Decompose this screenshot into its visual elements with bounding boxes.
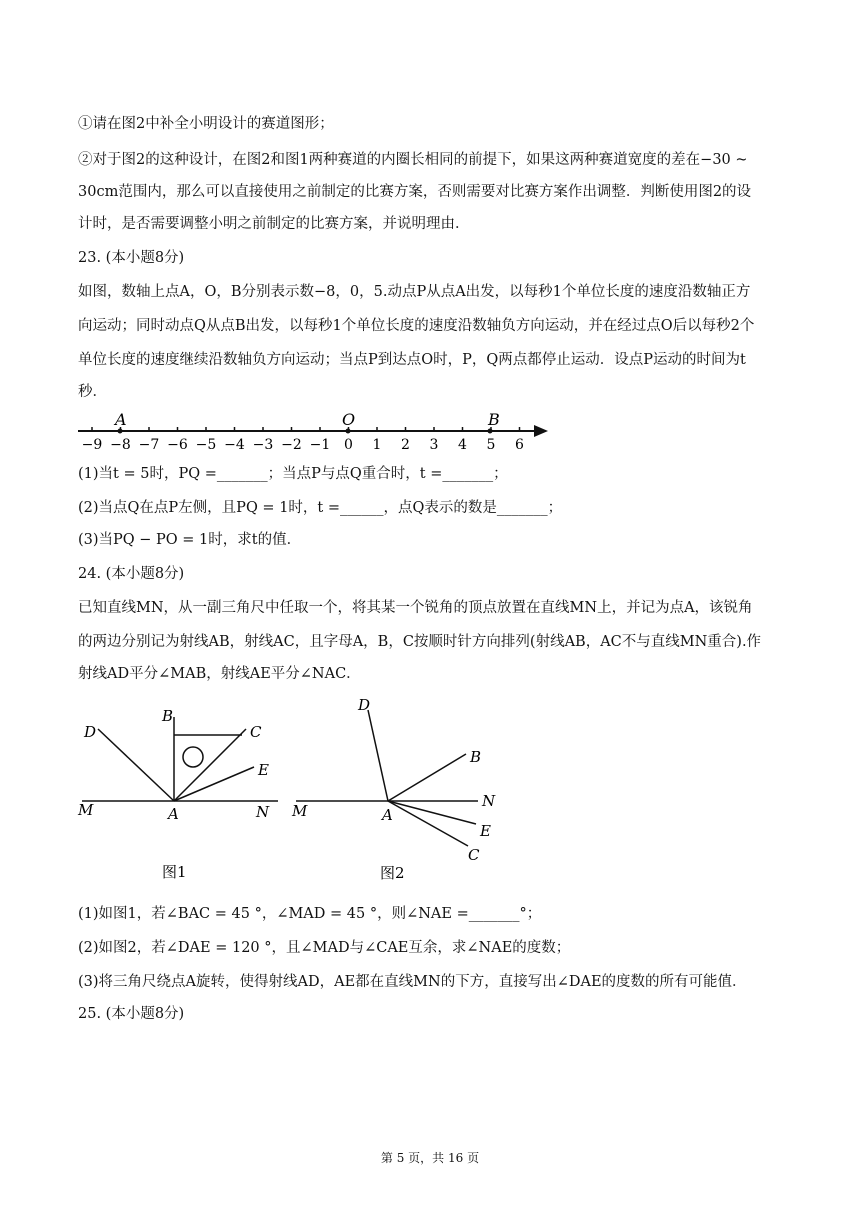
text-line: 30cm范围内，那么可以直接使用之前制定的比赛方案，否则需要对比赛方案作出调整．判断使用图2的设: [78, 184, 752, 200]
tick-label: −4: [224, 437, 245, 453]
text-line: (2)如图2，若∠DAE = 120 °，且∠MAD与∠CAE互余，求∠NAE的度数；: [78, 940, 571, 956]
fig2-label-n: N: [482, 792, 496, 810]
fig1-label-m: M: [78, 801, 94, 819]
fig2-label-d: D: [358, 696, 371, 714]
arrow-head-icon: [534, 425, 548, 437]
text-line: 已知直线MN，从一副三角尺中任取一个，将其某一个锐角的顶点放置在直线MN上，并记为点A，该锐角: [78, 600, 753, 616]
text-line: 射线AD平分∠MAB，射线AE平分∠NAC．: [78, 666, 361, 682]
tick-label: 3: [429, 437, 439, 453]
tick-label: −6: [167, 437, 188, 453]
figure-2: [290, 690, 520, 890]
tick-label: −9: [81, 437, 103, 453]
fig2-label-a: A: [382, 806, 393, 824]
tick-label: −5: [195, 437, 217, 453]
page-footer: 第 5 页，共 16 页: [380, 1151, 480, 1165]
question-heading: 25. (本小题8分): [78, 1006, 185, 1022]
fig2-caption: 图2: [380, 864, 405, 882]
tick-label: 2: [401, 437, 410, 453]
tick-label: 0: [344, 437, 353, 453]
fig2-label-c: C: [468, 846, 480, 864]
point-label-o: O: [342, 410, 356, 429]
text-line: (3)当PQ − PO = 1时，求t的值．: [78, 532, 302, 548]
tick-label: 1: [372, 437, 382, 453]
ray-ad: [368, 710, 388, 801]
fig1-caption: 图1: [162, 863, 187, 881]
question-heading: 24. (本小题8分): [78, 566, 185, 582]
triangle-hole-icon: [183, 747, 203, 767]
ray-ac: [388, 801, 468, 846]
point-label-a: A: [115, 410, 127, 429]
ray-ad: [98, 729, 174, 801]
fig2-label-e: E: [480, 822, 491, 840]
text-line: 向运动；同时动点Q从点B出发，以每秒1个单位长度的速度沿数轴负方向运动，并在经过点O后以每秒2个: [78, 318, 755, 334]
text-line: (1)当t = 5时，PQ =_______；当点P与点Q重合时，t =_______；: [78, 466, 508, 482]
text-line: ②对于图2的这种设计，在图2和图1两种赛道的内圈长相同的前提下，如果这两种赛道宽度的差在−30 ~: [78, 152, 748, 168]
point-o-dot: [346, 429, 351, 434]
text-line: (2)当点Q在点P左侧，且PQ = 1时，t =______，点Q表示的数是_______；: [78, 500, 563, 516]
tick-label: 4: [458, 437, 467, 453]
point-a-dot: [118, 429, 123, 434]
ray-ac: [174, 729, 246, 801]
text-line: 计时，是否需要调整小明之前制定的比赛方案，并说明理由．: [78, 216, 470, 232]
fig1-label-d: D: [84, 723, 97, 741]
point-label-b: B: [488, 410, 500, 429]
text-line: (1)如图1，若∠BAC = 45 °，∠MAD = 45 °，则∠NAE =_______°；: [78, 906, 542, 922]
tick-label: −2: [281, 437, 302, 453]
text-line: 的两边分别记为射线AB，射线AC，且字母A，B，C按顺时针方向排列(射线AB，AC不与直线MN重合).作: [78, 634, 762, 650]
tick-label: −1: [309, 437, 331, 453]
fig1-label-b: B: [162, 707, 174, 725]
fig1-label-a: A: [168, 805, 179, 823]
ray-ab: [388, 754, 466, 801]
question-heading: 23. (本小题8分): [78, 250, 185, 266]
fig1-label-c: C: [250, 723, 262, 741]
ray-ae: [174, 767, 254, 801]
number-line-figure: [70, 405, 560, 455]
tick-label: −3: [252, 437, 274, 453]
tick-label: −7: [138, 437, 160, 453]
fig1-label-n: N: [256, 803, 270, 821]
text-line: (3)将三角尺绕点A旋转，使得射线AD，AE都在直线MN的下方，直接写出∠DAE的度数的所有可能值．: [78, 974, 747, 990]
tick-label: 6: [515, 437, 524, 453]
tick-label: 5: [486, 437, 496, 453]
fig2-label-m: M: [292, 802, 308, 820]
fig1-label-e: E: [258, 761, 269, 779]
fig2-label-b: B: [470, 748, 482, 766]
text-line: 秒．: [78, 384, 107, 400]
text-line: 单位长度的速度继续沿数轴负方向运动；当点P到达点O时，P，Q两点都停止运动．设点P运动的时间为t: [78, 352, 746, 368]
ray-ae: [388, 801, 476, 824]
text-line: 如图，数轴上点A，O，B分别表示数−8，0，5.动点P从点A出发，以每秒1个单位长度的速度沿数轴正方: [78, 284, 751, 300]
figure-1: [70, 695, 300, 890]
point-b-dot: [488, 429, 493, 434]
text-line: ①请在图2中补全小明设计的赛道图形；: [78, 116, 334, 132]
tick-label: −8: [110, 437, 131, 453]
